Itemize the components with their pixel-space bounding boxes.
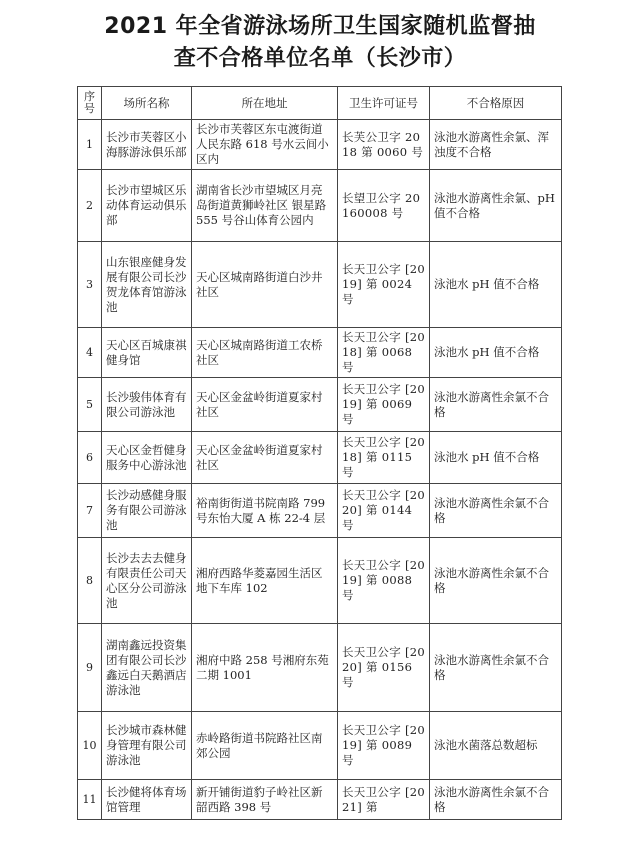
row-address: 天心区金盆岭街道夏家村社区 [192, 432, 338, 484]
table-row [78, 170, 562, 242]
row-name: 长沙动感健身服务有限公司游泳池 [102, 484, 192, 538]
header-name: 场所名称 [102, 87, 192, 120]
row-address: 天心区城南路街道工农桥社区 [192, 328, 338, 378]
row-license: 长天卫公字 [2020] 第 0144 号 [338, 484, 430, 538]
row-license: 长天卫公字 [2019] 第 0069 号 [338, 378, 430, 432]
table-row [78, 378, 562, 432]
row-name: 湖南鑫远投资集团有限公司长沙鑫远白天鹅酒店游泳池 [102, 624, 192, 712]
row-address: 天心区城南路街道白沙井社区 [192, 242, 338, 328]
row-license: 长天卫公字 [2019] 第 0088 号 [338, 538, 430, 624]
header-no: 序号 [78, 87, 102, 120]
page-title-line-1: 2021 年全省游泳场所卫生国家随机监督抽 [104, 14, 536, 39]
row-reason: 泳池水游离性余氯、浑浊度不合格 [430, 120, 562, 170]
table-row [78, 120, 562, 170]
row-name: 长沙市望城区乐动体育运动俱乐部 [102, 170, 192, 242]
row-no: 9 [78, 624, 102, 712]
row-no: 10 [78, 712, 102, 780]
row-license: 长芙公卫字 2018 第 0060 号 [338, 120, 430, 170]
table-row [78, 624, 562, 712]
row-address: 湘府西路华菱嘉园生活区地下车库 102 [192, 538, 338, 624]
header-address: 所在地址 [192, 87, 338, 120]
row-address: 天心区金盆岭街道夏家村社区 [192, 378, 338, 432]
row-license: 长天卫公字 [2018] 第 0115 号 [338, 432, 430, 484]
page-title-line-2: 查不合格单位名单（长沙市） [173, 46, 467, 71]
row-name: 长沙健将体育场馆管理 [102, 780, 192, 820]
row-address: 赤岭路街道书院路社区南郊公园 [192, 712, 338, 780]
table-row [78, 432, 562, 484]
row-address: 新开铺街道豹子岭社区新韶西路 398 号 [192, 780, 338, 820]
row-name: 天心区金哲健身服务中心游泳池 [102, 432, 192, 484]
row-reason: 泳池水 pH 值不合格 [430, 242, 562, 328]
row-no: 3 [78, 242, 102, 328]
noncompliant-units-table [77, 86, 562, 820]
table-header-row [78, 87, 562, 120]
table-row [78, 538, 562, 624]
row-name: 天心区百城康祺健身馆 [102, 328, 192, 378]
row-reason: 泳池水 pH 值不合格 [430, 328, 562, 378]
row-license: 长天卫公字 [2019] 第 0089 号 [338, 712, 430, 780]
row-license: 长望卫公字 20160008 号 [338, 170, 430, 242]
row-reason: 泳池水游离性余氯不合格 [430, 538, 562, 624]
row-no: 2 [78, 170, 102, 242]
row-no: 11 [78, 780, 102, 820]
header-license: 卫生许可证号 [338, 87, 430, 120]
row-reason: 泳池水游离性余氯不合格 [430, 780, 562, 820]
row-name: 长沙城市森林健身管理有限公司游泳池 [102, 712, 192, 780]
row-license: 长天卫公字 [2019] 第 0024 号 [338, 242, 430, 328]
row-license: 长天卫公字 [2018] 第 0068 号 [338, 328, 430, 378]
row-name: 长沙骏伟体育有限公司游泳池 [102, 378, 192, 432]
row-no: 4 [78, 328, 102, 378]
row-reason: 泳池水菌落总数超标 [430, 712, 562, 780]
header-reason: 不合格原因 [430, 87, 562, 120]
row-address: 长沙市芙蓉区东屯渡街道人民东路 618 号水云间小区内 [192, 120, 338, 170]
table-row [78, 328, 562, 378]
row-name: 山东银座健身发展有限公司长沙贺龙体育馆游泳池 [102, 242, 192, 328]
row-license: 长天卫公字 [2020] 第 0156 号 [338, 624, 430, 712]
row-no: 8 [78, 538, 102, 624]
table-row [78, 242, 562, 328]
row-address: 湖南省长沙市望城区月亮岛街道黄狮岭社区 银星路 555 号谷山体育公园内 [192, 170, 338, 242]
row-no: 1 [78, 120, 102, 170]
row-reason: 泳池水游离性余氯不合格 [430, 378, 562, 432]
row-license: 长天卫公字 [2021] 第 [338, 780, 430, 820]
row-reason: 泳池水 pH 值不合格 [430, 432, 562, 484]
table-row [78, 780, 562, 820]
row-reason: 泳池水游离性余氯、pH 值不合格 [430, 170, 562, 242]
row-name: 长沙去去去健身有限责任公司天心区分公司游泳池 [102, 538, 192, 624]
table-row [78, 712, 562, 780]
row-address: 湘府中路 258 号湘府东苑二期 1001 [192, 624, 338, 712]
row-reason: 泳池水游离性余氯不合格 [430, 484, 562, 538]
row-no: 5 [78, 378, 102, 432]
row-name: 长沙市芙蓉区小海豚游泳俱乐部 [102, 120, 192, 170]
row-no: 7 [78, 484, 102, 538]
row-no: 6 [78, 432, 102, 484]
row-reason: 泳池水游离性余氯不合格 [430, 624, 562, 712]
row-address: 裕南街街道书院南路 799 号东怡大厦 A 栋 22-4 层 [192, 484, 338, 538]
table-row [78, 484, 562, 538]
